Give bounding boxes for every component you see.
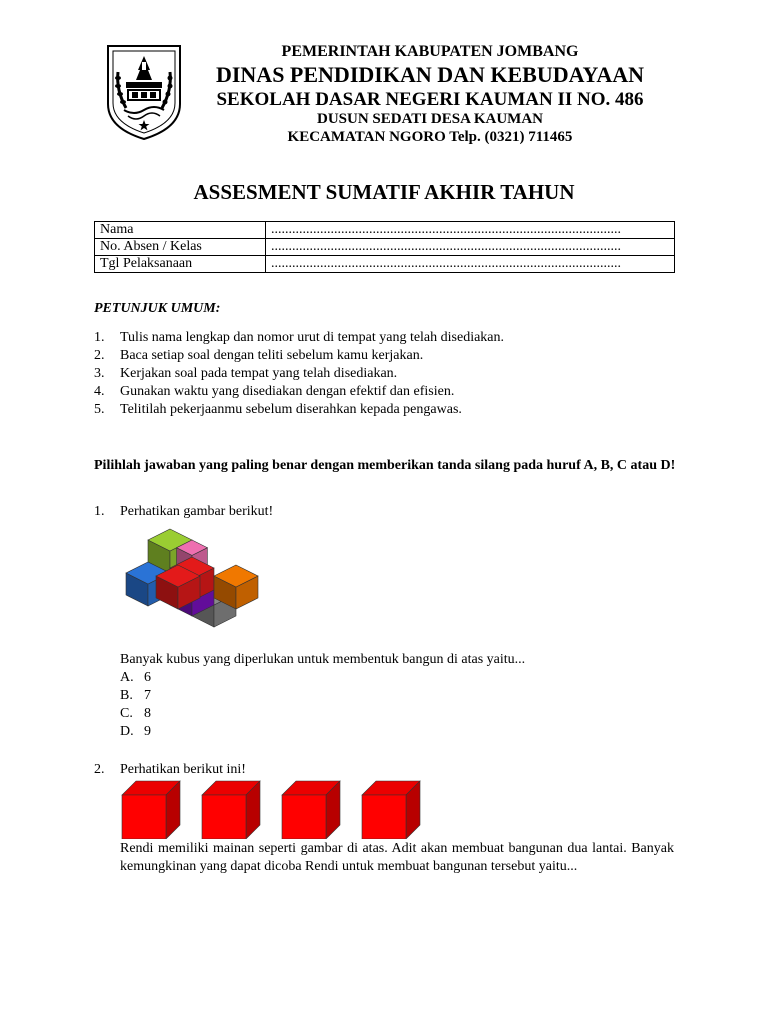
list-number: 3.: [94, 366, 105, 381]
question-prompt: Perhatikan gambar berikut!: [120, 504, 274, 519]
red-cube: [362, 781, 420, 839]
option-text: 9: [144, 724, 151, 739]
red-cubes-image: [118, 779, 428, 839]
option-letter: B.: [120, 688, 133, 703]
regency-crest-icon: [104, 42, 184, 142]
list-item: [94, 365, 504, 383]
list-text: Telitilah pekerjaanmu sebelum diserahkan kepada pengawas.: [120, 402, 462, 417]
identity-fill-line[interactable]: ....................................................................................................: [266, 256, 675, 273]
answer-option-b[interactable]: [120, 687, 151, 705]
list-number: 5.: [94, 402, 105, 417]
option-text: 7: [144, 688, 151, 703]
question-2-prompt: [94, 761, 246, 779]
identity-label: No. Absen / Kelas: [95, 239, 266, 256]
page-title: ASSESMENT SUMATIF AKHIR TAHUN: [193, 180, 575, 204]
list-text: Baca setiap soal dengan teliti sebelum kamu kerjakan.: [120, 348, 424, 363]
red-cube: [122, 781, 180, 839]
identity-label: Nama: [95, 222, 266, 239]
answer-option-c[interactable]: [120, 705, 151, 723]
option-letter: A.: [120, 670, 134, 685]
instruction-text: Pilihlah jawaban yang paling benar dengan memberikan tanda silang pada huruf A, B, C atau D!: [94, 458, 676, 473]
option-text: 8: [144, 706, 151, 721]
question-1-text: Banyak kubus yang diperlukan untuk membentuk bangun di atas yaitu...: [120, 652, 526, 667]
question-number: 2.: [94, 762, 105, 777]
petunjuk-list: [94, 329, 504, 419]
question-prompt: Perhatikan berikut ini!: [120, 762, 246, 777]
option-text: 6: [144, 670, 151, 685]
identity-label: Tgl Pelaksanaan: [95, 256, 266, 273]
list-number: 4.: [94, 384, 105, 399]
kop-district-phone: KECAMATAN NGORO Telp. (0321) 711465: [287, 129, 573, 145]
identity-row-absen: [95, 239, 675, 256]
list-text: Gunakan waktu yang disediakan dengan efektif dan efisien.: [120, 384, 455, 399]
identity-fill-line[interactable]: ....................................................................................................: [266, 239, 675, 256]
kop-school: SEKOLAH DASAR NEGERI KAUMAN II NO. 486: [216, 89, 644, 110]
list-item: [94, 383, 504, 401]
list-item: [94, 329, 504, 347]
question-number: 1.: [94, 504, 105, 519]
answer-option-d[interactable]: [120, 723, 151, 741]
answer-options: [120, 669, 151, 741]
question-1-prompt: [94, 503, 273, 521]
kop-department: DINAS PENDIDIKAN DAN KEBUDAYAAN: [215, 62, 645, 87]
petunjuk-heading: PETUNJUK UMUM:: [94, 301, 221, 316]
option-letter: C.: [120, 706, 133, 721]
list-number: 2.: [94, 348, 105, 363]
list-item: [94, 347, 504, 365]
list-text: Tulis nama lengkap dan nomor urut di tempat yang telah disediakan.: [120, 330, 505, 345]
identity-row-date: [95, 256, 675, 273]
answer-option-a[interactable]: [120, 669, 151, 687]
red-cube: [202, 781, 260, 839]
kop-government: PEMERINTAH KABUPATEN JOMBANG: [281, 43, 579, 60]
question-2-text: Rendi memiliki mainan seperti gambar di atas. Adit akan membuat bangunan dua lantai. Banyak kemungkinan yang dapat dicoba Rendi untuk membuat bangunan tersebut yaitu...: [120, 841, 674, 874]
list-text: Kerjakan soal pada tempat yang telah disediakan.: [120, 366, 398, 381]
option-letter: D.: [120, 724, 134, 739]
list-item: [94, 401, 504, 419]
kop-address: DUSUN SEDATI DESA KAUMAN: [316, 111, 543, 127]
red-cube: [282, 781, 340, 839]
identity-row-name: [95, 222, 675, 239]
identity-table: [94, 221, 675, 273]
identity-fill-line[interactable]: ....................................................................................................: [266, 222, 675, 239]
cube-structure-image: [118, 527, 264, 645]
list-number: 1.: [94, 330, 105, 345]
